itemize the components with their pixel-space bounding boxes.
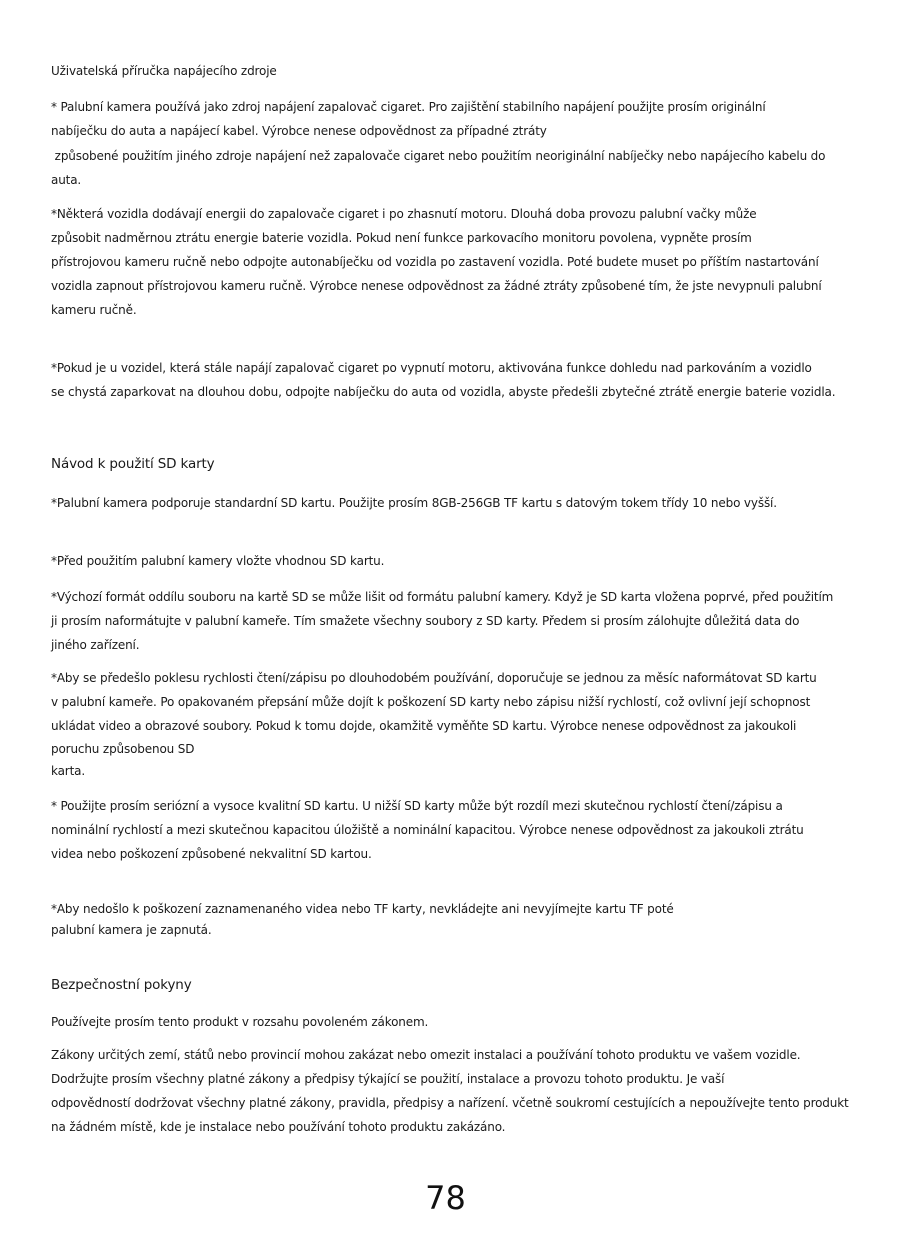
paragraph-line: *Před použitím palubní kamery vložte vhodnou SD kartu.: [51, 554, 385, 568]
paragraph-line: způsobit nadměrnou ztrátu energie baterie vozidla. Pokud není funkce parkovacího monitoru povolena, vypněte prosím: [51, 231, 752, 245]
paragraph-line: ukládat video a obrazové soubory. Pokud k tomu dojde, okamžitě vyměňte SD kartu. Výrobce nenese odpovědnost za jakoukoli: [51, 719, 797, 733]
paragraph-line: ji prosím naformátujte v palubní kameře. Tím smažete všechny soubory z SD karty. Předem si prosím zálohujte důležitá data do: [51, 614, 800, 628]
page-number: 78: [425, 1179, 466, 1217]
paragraph-line: přístrojovou kameru ručně nebo odpojte autonabíječku od vozidla po zastavení vozidla. Poté budete muset po příštím nastartování: [51, 255, 819, 269]
paragraph-line: * Použijte prosím seriózní a vysoce kvalitní SD kartu. U nižší SD karty může být rozdíl mezi skutečnou rychlostí čtení/zápisu a: [51, 799, 783, 813]
paragraph-line: nominální rychlostí a mezi skutečnou kapacitou úložiště a nominální kapacitou. Výrobce nenese odpovědnost za jakoukoli ztrátu: [51, 823, 804, 837]
paragraph-line: na žádném místě, kde je instalace nebo používání tohoto produktu zakázáno.: [51, 1120, 506, 1134]
paragraph-line: *Aby se předešlo poklesu rychlosti čtení/zápisu po dlouhodobém používání, doporučuje se jednou za měsíc naformátovat SD kartu: [51, 671, 817, 685]
paragraph-line: jiného zařízení.: [51, 638, 140, 652]
paragraph-line: auta.: [51, 173, 82, 187]
paragraph-line: *Pokud je u vozidel, která stále napájí zapalovač cigaret po vypnutí motoru, aktivována funkce dohledu nad parkováním a vozidlo: [51, 361, 812, 375]
paragraph-line: Používejte prosím tento produkt v rozsahu povoleném zákonem.: [51, 1015, 429, 1029]
paragraph-line: *Aby nedošlo k poškození zaznamenaného videa nebo TF karty, nevkládejte ani nevyjímejte kartu TF poté: [51, 902, 674, 916]
paragraph-line: Dodržujte prosím všechny platné zákony a předpisy týkající se použití, instalace a provozu tohoto produktu. Je vaší: [51, 1072, 725, 1086]
paragraph-line: videa nebo poškození způsobené nekvalitní SD kartou.: [51, 847, 372, 861]
section-heading-safety: Bezpečnostní pokyny: [51, 977, 192, 993]
paragraph-line: karta.: [51, 764, 85, 778]
paragraph-line: nabíječku do auta a napájecí kabel. Výrobce nenese odpovědnost za případné ztráty: [51, 124, 547, 138]
paragraph-line: způsobené použitím jiného zdroje napájení než zapalovače cigaret nebo použitím neoriginální nabíječky nebo napájecího kabelu do: [51, 149, 826, 163]
paragraph-line: palubní kamera je zapnutá.: [51, 923, 212, 937]
paragraph-line: se chystá zaparkovat na dlouhou dobu, odpojte nabíječku do auta od vozidla, abyste předešli zbytečné ztrátě energie baterie vozidla.: [51, 385, 836, 399]
paragraph-line: odpovědností dodržovat všechny platné zákony, pravidla, předpisy a nařízení. včetně soukromí cestujících a nepoužívejte tento produkt: [51, 1096, 849, 1110]
paragraph-line: * Palubní kamera používá jako zdroj napájení zapalovač cigaret. Pro zajištění stabilního napájení použijte prosím originální: [51, 100, 766, 114]
paragraph-line: Zákony určitých zemí, států nebo provincií mohou zakázat nebo omezit instalaci a používání tohoto produktu ve vašem vozidle.: [51, 1048, 801, 1062]
paragraph-line: *Některá vozidla dodávají energii do zapalovače cigaret i po zhasnutí motoru. Dlouhá doba provozu palubní vačky může: [51, 207, 757, 221]
paragraph-line: poruchu způsobenou SD: [51, 742, 195, 756]
paragraph-line: *Palubní kamera podporuje standardní SD kartu. Použijte prosím 8GB-256GB TF kartu s datovým tokem třídy 10 nebo vyšší.: [51, 496, 777, 510]
paragraph-line: vozidla zapnout přístrojovou kameru ručně. Výrobce nenese odpovědnost za žádné ztráty způsobené tím, že jste nevypnuli palubní: [51, 279, 822, 293]
paragraph-line: v palubní kameře. Po opakovaném přepsání může dojít k poškození SD karty nebo zápisu nižší rychlostí, což ovlivní její schopnost: [51, 695, 811, 709]
section-heading-sd-card: Návod k použití SD karty: [51, 456, 215, 472]
document-title: Uživatelská příručka napájecího zdroje: [51, 64, 277, 78]
paragraph-line: kameru ručně.: [51, 303, 137, 317]
paragraph-line: *Výchozí formát oddílu souboru na kartě SD se může lišit od formátu palubní kamery. Když je SD karta vložena poprvé, před použitím: [51, 590, 834, 604]
